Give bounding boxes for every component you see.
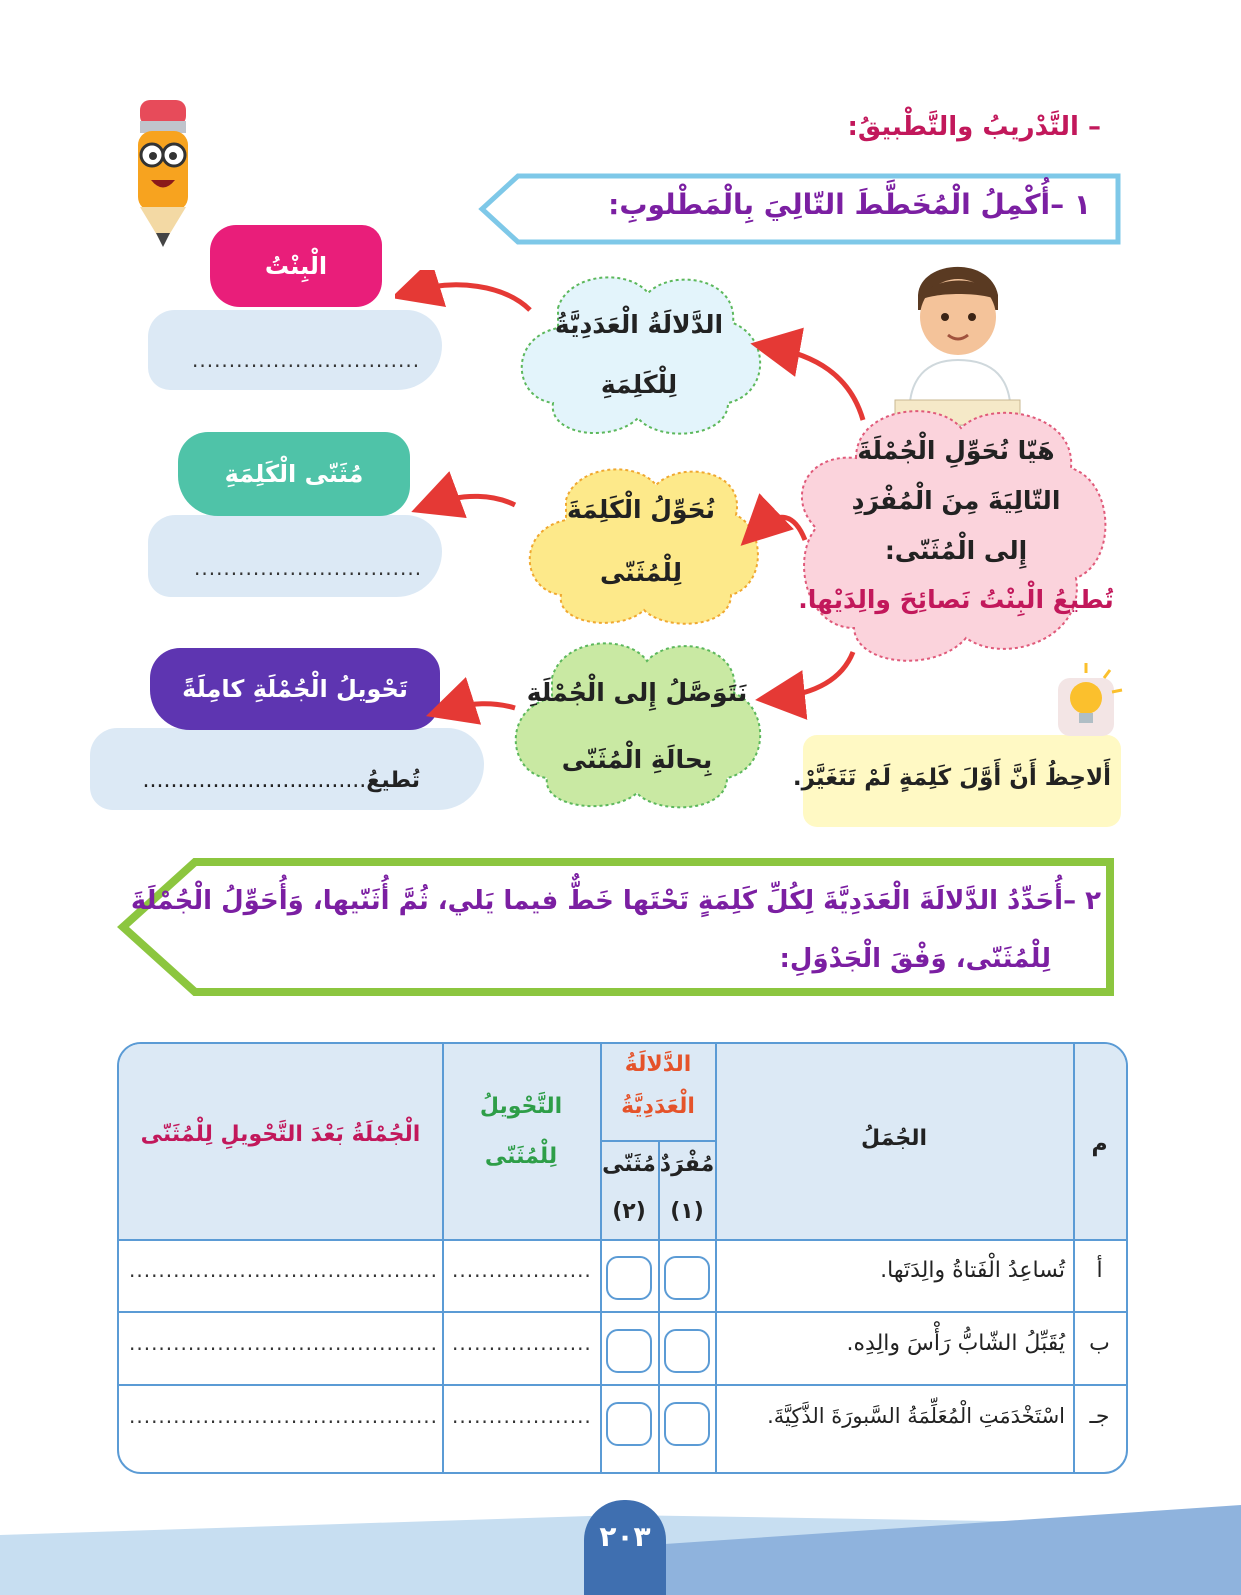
after-dots[interactable]: .......................................... xyxy=(129,1258,439,1282)
header-conversion-1: التَّحْويلُ xyxy=(479,1094,563,1119)
answer-prefix: تُطيعُ xyxy=(366,768,420,793)
after-dots[interactable]: .......................................... xyxy=(129,1331,439,1355)
answer-dots-1[interactable]: ............................... xyxy=(192,348,421,372)
header-dual-num: (٢) xyxy=(612,1199,646,1224)
lightbulb-icon xyxy=(1050,658,1130,748)
singular-checkbox[interactable] xyxy=(664,1329,710,1373)
exercise2-line1: ٢ –أُحَدِّدُ الدَّلالَةَ الْعَدَدِيَّةَ لِكُلِّ كَلِمَةٍ تَحْتَها خَطٌّ فيما يَلي، ثُمَّ أُثَنّيها، وَأُحَوِّلُ الْجُمْلَةَ xyxy=(130,886,1101,916)
header-conversion-2: لِلْمُثَنّى xyxy=(484,1144,558,1169)
header-after: الْجُمْلَةُ بَعْدَ التَّحْويلِ لِلْمُثَنّى xyxy=(140,1122,421,1147)
header-singular: مُفْرَدٌ xyxy=(659,1152,715,1177)
cloud-green-line2: بِحالَةِ الْمُثَنّى xyxy=(561,745,713,774)
note-text: أَلاحِظُ أَنَّ أَوَّلَ كَلِمَةٍ لَمْ تَتَغَيَّرْ. xyxy=(792,765,1111,791)
header-sentences: الجُمَلُ xyxy=(860,1126,928,1151)
header-dual: مُثَنّى xyxy=(602,1152,656,1177)
header-numeric-2: الْعَدَدِيَّةُ xyxy=(621,1094,695,1119)
dual-checkbox[interactable] xyxy=(606,1402,652,1446)
page-number: ٢٠٣ xyxy=(599,1520,651,1553)
conversion-dots[interactable]: ................... xyxy=(452,1331,592,1355)
label-girl: الْبِنْتُ xyxy=(264,252,328,280)
conversion-dots[interactable]: ................... xyxy=(452,1258,592,1282)
answer-table xyxy=(117,1042,1128,1474)
row-sentence: يُقَبِّلُ الشّابُّ رَأْسَ والِدِه. xyxy=(846,1331,1065,1356)
header-numeric-1: الدَّلالَةُ xyxy=(624,1052,692,1077)
singular-checkbox[interactable] xyxy=(664,1256,710,1300)
flow-arrows xyxy=(395,270,875,730)
pink-line2: التّالِيَةَ مِنَ الْمُفْرَدِ xyxy=(851,486,1061,515)
singular-checkbox[interactable] xyxy=(664,1402,710,1446)
row-label: جـ xyxy=(1089,1404,1110,1429)
row-sentence: اسْتَخْدَمَتِ الْمُعَلِّمَةُ السَّبورَةَ الذَّكِيَّةَ. xyxy=(767,1404,1065,1428)
conversion-dots[interactable]: ................... xyxy=(452,1404,592,1428)
label-dual: مُثَنّى الْكَلِمَةِ xyxy=(224,460,364,488)
header-num: م xyxy=(1091,1132,1108,1157)
dual-checkbox[interactable] xyxy=(606,1256,652,1300)
exercise2-banner xyxy=(115,852,1125,1002)
pink-line3: إِلى الْمُثَنّى: xyxy=(884,536,1028,565)
after-dots[interactable]: .......................................... xyxy=(129,1404,439,1428)
row-label: ب xyxy=(1089,1331,1110,1356)
exercise1-title: ١ –أُكْمِلُ الْمُخَطَّطَ التّالِيَ بِالْمَطْلوبِ: xyxy=(608,188,1091,221)
answer-line-3 xyxy=(142,768,420,793)
answer-dots-2[interactable]: ............................... xyxy=(194,556,423,580)
row-label: أ xyxy=(1096,1258,1103,1283)
pink-line1: هَيّا نُحَوِّلِ الْجُمْلَةَ xyxy=(857,436,1055,465)
cloud-yellow-line1: نُحَوِّلُ الْكَلِمَةَ xyxy=(566,495,716,524)
dual-checkbox[interactable] xyxy=(606,1329,652,1373)
label-full: تَحْويلُ الْجُمْلَةِ كامِلَةً xyxy=(182,675,408,703)
pink-sentence: تُطيعُ الْبِنْتُ نَصائِحَ والِدَيْها. xyxy=(798,585,1114,614)
header-singular-num: (١) xyxy=(670,1199,704,1224)
cloud-blue-line1: الدَّلالَةُ الْعَدَدِيَّةُ xyxy=(554,310,724,339)
cloud-blue-line2: لِلْكَلِمَةِ xyxy=(600,370,678,399)
cloud-green-line1: نَتَوَصَّلُ إِلى الْجُمْلَةِ xyxy=(526,678,748,707)
exercise2-line2: لِلْمُثَنّى، وَفْقَ الْجَدْوَلِ: xyxy=(779,944,1051,974)
section-title: – التَّدْريبُ والتَّطْبيقُ: xyxy=(847,112,1101,142)
row-sentence: تُساعِدُ الْفَتاةُ والِدَتَها. xyxy=(880,1258,1065,1283)
answer-dots-3[interactable]: ................................ xyxy=(142,768,367,793)
cloud-yellow-line2: لِلْمُثَنّى xyxy=(599,558,683,587)
pencil-mascot-icon xyxy=(118,95,208,260)
